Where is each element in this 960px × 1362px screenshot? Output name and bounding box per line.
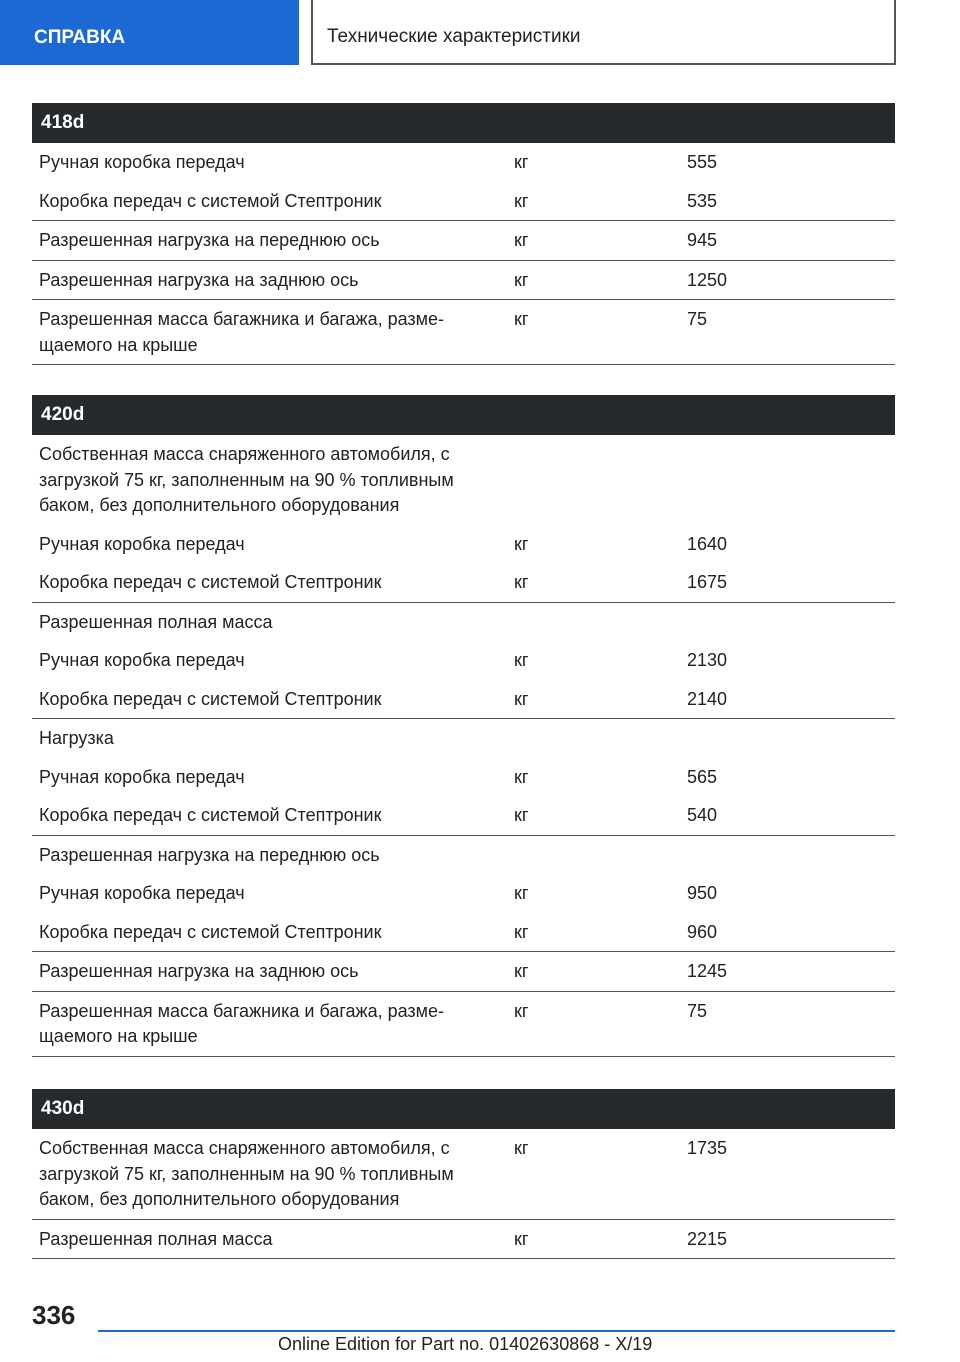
row-label: Ручная коробка передач (39, 152, 245, 172)
table-row (32, 641, 895, 680)
table-row (32, 300, 895, 365)
row-value: 540 (687, 805, 718, 825)
row-value (687, 726, 895, 752)
table-row (32, 913, 895, 953)
row-value: 2140 (687, 688, 728, 709)
row-unit: кг (514, 152, 529, 172)
section-title: 430d (32, 1089, 895, 1129)
row-unit: кг (514, 230, 529, 250)
table-row (32, 221, 895, 261)
header-section-tab (0, 0, 299, 65)
row-unit: кг (514, 572, 529, 592)
row-value: 1250 (687, 269, 728, 290)
row-value: 75 (687, 1000, 708, 1021)
row-label: Коробка передач с системой Стептроник (39, 688, 382, 709)
table-row (32, 1129, 895, 1220)
row-unit: кг (514, 766, 529, 787)
row-label: Собственная масса снаряженного автомобиля, с загрузкой 75 кг, заполненным на 90 % топливным баком, без дополнительного оборудования (39, 1138, 454, 1209)
row-label: Разрешенная полная масса (39, 611, 273, 632)
table-row (32, 719, 895, 758)
row-value (687, 843, 895, 869)
row-unit: кг (514, 533, 529, 554)
row-unit: кг (514, 1228, 529, 1249)
row-label: Разрешенная нагрузка на переднюю ось (39, 230, 380, 250)
row-value: 2215 (687, 1228, 728, 1249)
row-value: 945 (687, 230, 718, 250)
footer-edition-text: Online Edition for Part no. 01402630868 - X/19 (278, 1334, 653, 1354)
row-value: 2130 (687, 650, 728, 670)
spec-table-420d (32, 395, 895, 1057)
table-row (32, 758, 895, 797)
row-value: 1675 (687, 572, 728, 592)
row-label: Разрешенная нагрузка на переднюю ось (39, 844, 380, 865)
row-label: Коробка передач с системой Стептроник (39, 190, 382, 211)
row-value: 555 (687, 152, 718, 172)
row-unit (514, 442, 687, 519)
row-label: Коробка передач с системой Стептроник (39, 805, 382, 825)
row-label: Коробка передач с системой Стептроник (39, 921, 382, 942)
section-title: 418d (32, 103, 895, 143)
row-unit: кг (514, 650, 529, 670)
header-section-label: СПРАВКА (34, 26, 126, 48)
table-row (32, 563, 895, 603)
table-row (32, 952, 895, 992)
spec-table-430d (32, 1089, 895, 1259)
table-row (32, 1220, 895, 1260)
row-value: 535 (687, 190, 718, 211)
row-label: Собственная масса снаряженного автомобиля, с загрузкой 75 кг, заполненным на 90 % топливным баком, без дополнительного оборудования (39, 444, 454, 515)
table-row (32, 525, 895, 564)
table-row (32, 796, 895, 836)
row-value: 960 (687, 921, 718, 942)
row-label: Разрешенная масса багажника и багажа, разме- щаемого на крыше (39, 1000, 445, 1046)
row-unit: кг (514, 1000, 529, 1021)
row-label: Разрешенная нагрузка на заднюю ось (39, 269, 359, 290)
row-unit: кг (514, 921, 529, 942)
table-row (32, 836, 895, 875)
row-unit: кг (514, 688, 529, 709)
spec-table-418d (32, 103, 895, 365)
page-number: 336 (32, 1300, 76, 1330)
footer-rule (98, 1330, 895, 1332)
row-value: 1245 (687, 961, 728, 981)
row-unit: кг (514, 805, 529, 825)
row-unit (514, 726, 687, 752)
row-label: Разрешенная нагрузка на заднюю ось (39, 961, 359, 981)
table-row (32, 874, 895, 913)
row-value: 565 (687, 766, 718, 787)
page-title: Технические характеристики (327, 25, 581, 47)
row-unit (514, 610, 687, 636)
row-unit: кг (514, 190, 529, 211)
table-row (32, 992, 895, 1057)
row-value: 1640 (687, 533, 728, 554)
table-row (32, 261, 895, 301)
row-value (687, 442, 895, 519)
table-row (32, 182, 895, 222)
row-label: Ручная коробка передач (39, 533, 245, 554)
row-value: 75 (687, 309, 708, 329)
row-unit: кг (514, 961, 529, 981)
row-value (687, 610, 895, 636)
row-label: Нагрузка (39, 728, 114, 748)
table-row (32, 143, 895, 182)
row-label: Ручная коробка передач (39, 766, 245, 787)
table-row (32, 603, 895, 642)
row-label: Разрешенная масса багажника и багажа, разме- щаемого на крыше (39, 309, 445, 355)
row-value: 950 (687, 883, 718, 903)
header-title-box (311, 0, 896, 65)
table-row (32, 435, 895, 525)
row-unit: кг (514, 309, 529, 329)
row-unit (514, 843, 687, 869)
row-value: 1735 (687, 1138, 728, 1158)
row-label: Ручная коробка передач (39, 650, 245, 670)
row-label: Коробка передач с системой Стептроник (39, 572, 382, 592)
row-label: Разрешенная полная масса (39, 1228, 273, 1249)
row-label: Ручная коробка передач (39, 883, 245, 903)
row-unit: кг (514, 269, 529, 290)
row-unit: кг (514, 883, 529, 903)
table-row (32, 680, 895, 720)
section-title: 420d (32, 395, 895, 435)
row-unit: кг (514, 1138, 529, 1158)
